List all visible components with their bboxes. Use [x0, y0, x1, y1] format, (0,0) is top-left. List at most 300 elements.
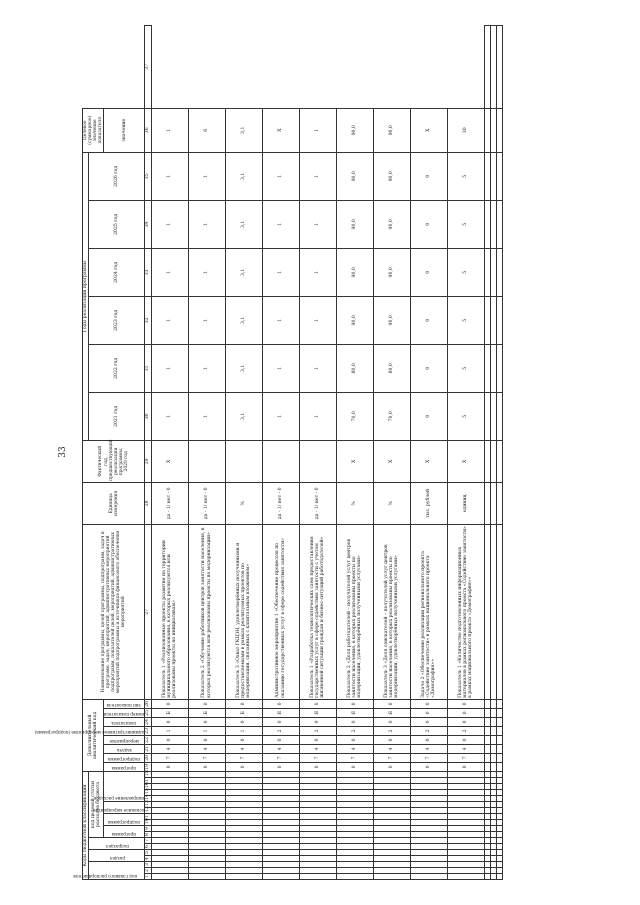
budget-code-cell	[336, 784, 373, 790]
budget-code-cell	[188, 850, 225, 856]
budget-code-cell	[262, 838, 299, 844]
budget-code-cell	[188, 802, 225, 808]
row-name: Показатель 3 «Охват ГКЦЗН, удовлетворённых полученными и предоставляемыми в рамках реализуемых проектов по модернизации, связанных с капитальным вложением»	[225, 524, 262, 699]
column-number: 36	[145, 108, 151, 152]
empty-cell	[496, 784, 502, 790]
analytic-code-cell: 0	[225, 717, 262, 726]
header-unit-col: Единица измерения	[83, 482, 145, 524]
row-year-value: 3,1	[225, 200, 262, 248]
analytic-code-cell: 0	[336, 717, 373, 726]
budget-code-cell	[225, 832, 262, 838]
header-main-event: основное мероприятие	[104, 802, 145, 814]
row-target-value: X	[410, 108, 447, 152]
table-row	[299, 26, 336, 880]
column-number: 34	[145, 200, 151, 248]
budget-code-cell	[262, 862, 299, 868]
analytic-code-cell: 0	[151, 762, 188, 771]
row-year-value: 1	[151, 152, 188, 200]
budget-code-cell	[151, 868, 188, 874]
row-year-value: 90,0	[373, 248, 410, 296]
budget-code-cell	[336, 844, 373, 850]
row-name: Показатель 2 «Доля работодателей – получателей услуг центров занятости населения, в которых реализованы проекты по модернизации, удовлетворённых полученными услугами»	[336, 524, 373, 699]
budget-code-cell	[373, 826, 410, 832]
budget-code-cell	[262, 784, 299, 790]
budget-code-cell	[410, 838, 447, 844]
column-number: 10	[145, 818, 151, 824]
budget-code-cell	[410, 832, 447, 838]
budget-code-cell	[188, 862, 225, 868]
header-year-2023: 2023 год	[89, 296, 145, 344]
empty-cell	[496, 200, 502, 248]
row-year-value: 1	[299, 344, 336, 392]
budget-code-cell	[151, 856, 188, 862]
analytic-code-cell: 7	[225, 753, 262, 762]
analytic-code-cell: 7	[262, 753, 299, 762]
table-row	[225, 26, 262, 880]
budget-code-cell	[373, 784, 410, 790]
budget-code-cell	[447, 778, 484, 784]
column-number: 13	[145, 800, 151, 806]
row-year-value: 0	[410, 200, 447, 248]
header-year-2024: 2024 год	[89, 248, 145, 296]
budget-code-cell	[336, 856, 373, 862]
empty-cell	[496, 778, 502, 784]
budget-code-cell	[447, 832, 484, 838]
budget-code-cell	[188, 844, 225, 850]
budget-code-cell	[410, 856, 447, 862]
budget-code-cell	[225, 771, 262, 777]
header-program: программа	[104, 826, 145, 838]
analytic-code-cell: 0	[299, 762, 336, 771]
row-base-value	[262, 440, 299, 482]
budget-code-cell	[373, 790, 410, 796]
empty-cell	[496, 726, 502, 735]
budget-code-cell	[410, 868, 447, 874]
budget-code-cell	[151, 820, 188, 826]
header-year-2025: 2025 год	[89, 200, 145, 248]
analytic-code-cell: 7	[410, 753, 447, 762]
analytic-code-cell: 2	[262, 726, 299, 735]
analytic-code-cell: 7	[373, 753, 410, 762]
row-year-value: 90,0	[373, 152, 410, 200]
row-base-value	[299, 440, 336, 482]
budget-code-cell	[336, 790, 373, 796]
analytic-code-cell: 2	[299, 726, 336, 735]
row-year-value: 1	[299, 200, 336, 248]
empty-cell	[496, 440, 502, 482]
row-base-value: X	[447, 440, 484, 482]
column-number: 19	[145, 763, 151, 770]
budget-code-cell	[225, 808, 262, 814]
empty-cell	[496, 524, 502, 699]
row-unit: %	[225, 482, 262, 524]
rotated-table-container	[34, 25, 622, 880]
row-year-value: 1	[188, 200, 225, 248]
budget-code-cell	[373, 838, 410, 844]
budget-code-cell	[225, 784, 262, 790]
column-number: 29	[145, 440, 151, 482]
budget-code-cell	[447, 826, 484, 832]
budget-code-cell	[299, 844, 336, 850]
analytic-code-cell: 0	[262, 699, 299, 708]
analytic-code-cell: 0	[188, 699, 225, 708]
row-year-value: 90,0	[336, 296, 373, 344]
row-year-value: 3,1	[225, 152, 262, 200]
row-year-value: 5	[447, 296, 484, 344]
analytic-code-cell: 0	[410, 735, 447, 744]
budget-code-cell	[410, 796, 447, 802]
budget-code-cell	[410, 778, 447, 784]
budget-code-cell	[188, 868, 225, 874]
analytic-code-cell: 2	[410, 726, 447, 735]
header-year-2022: 2022 год	[89, 344, 145, 392]
budget-code-cell	[447, 784, 484, 790]
budget-code-cell	[336, 832, 373, 838]
budget-code-cell	[447, 771, 484, 777]
column-number: 3	[145, 863, 151, 866]
empty-cell	[496, 874, 502, 880]
budget-code-cell	[225, 862, 262, 868]
row-base-value	[188, 440, 225, 482]
budget-code-cell	[188, 771, 225, 777]
empty-cell	[496, 482, 502, 524]
analytic-code-cell: Я	[336, 708, 373, 717]
row-year-value: 1	[188, 392, 225, 440]
row-year-value: 5	[447, 152, 484, 200]
row-year-value: 90,0	[336, 152, 373, 200]
analytic-code-cell: 0	[447, 708, 484, 717]
row-unit: да - 1/ нет - 0	[188, 482, 225, 524]
column-number: 33	[145, 248, 151, 296]
analytic-code-cell: 0	[373, 699, 410, 708]
budget-code-cell	[225, 814, 262, 820]
analytic-code-cell: 2	[373, 726, 410, 735]
budget-code-cell	[336, 874, 373, 880]
row-year-value: 1	[262, 248, 299, 296]
budget-code-cell	[262, 778, 299, 784]
budget-code-cell	[299, 778, 336, 784]
header-additional-group: Дополнительный аналитический код	[83, 699, 104, 771]
empty-cell	[496, 820, 502, 826]
budget-code-cell	[262, 850, 299, 856]
budget-code-cell	[447, 844, 484, 850]
budget-code-cell	[373, 874, 410, 880]
empty-cell	[496, 152, 502, 200]
row-year-value: 3,1	[225, 392, 262, 440]
row-unit: да - 1/ нет - 0	[262, 482, 299, 524]
header-add-indicator-number: номер показателя	[104, 708, 145, 717]
budget-code-cell	[447, 838, 484, 844]
budget-code-cell	[225, 796, 262, 802]
empty-cell	[496, 814, 502, 820]
column-number: 31	[145, 344, 151, 392]
header-main-admin: код главного распорядителя	[89, 862, 145, 880]
row-year-value: 0	[410, 344, 447, 392]
analytic-code-cell: 0	[262, 762, 299, 771]
row-unit: %	[336, 482, 373, 524]
budget-code-cell	[188, 826, 225, 832]
column-number: 12	[145, 806, 151, 812]
budget-code-cell	[151, 862, 188, 868]
program-indicators-table	[34, 25, 503, 880]
analytic-code-cell: 0	[336, 735, 373, 744]
analytic-code-cell: 0	[151, 699, 188, 708]
budget-code-cell	[188, 856, 225, 862]
analytic-code-cell: 1	[188, 726, 225, 735]
budget-code-cell	[336, 826, 373, 832]
header-year-2026: 2026 год	[89, 152, 145, 200]
row-year-value: 1	[262, 392, 299, 440]
row-name: Показатель 1 «Разработка технологических схем предоставления государственных услуг в сфере содействия занятости с учетом жизненной ситуации граждан и бизнес-ситуаций работодателей»	[299, 524, 336, 699]
analytic-code-cell: 4	[299, 744, 336, 753]
row-year-value: 1	[151, 392, 188, 440]
row-year-value: 90,0	[373, 296, 410, 344]
row-year-value: 1	[262, 152, 299, 200]
budget-code-cell	[262, 856, 299, 862]
column-number: 2	[145, 869, 151, 872]
page-number: 33	[58, 446, 68, 458]
budget-code-cell	[299, 874, 336, 880]
row-year-value: 5	[447, 200, 484, 248]
budget-code-cell	[336, 778, 373, 784]
row-year-value: 1	[299, 392, 336, 440]
row-year-value: 80,0	[373, 344, 410, 392]
row-year-value: 1	[262, 296, 299, 344]
column-number: 25	[145, 709, 151, 716]
header-name-col: Наименование программы, целей программы, подпрограмм, задач и программ, задач, мероприятий, административных мероприятий подпрограмм, показателей целей, мероприятий, административных мероприятий подпрограммы и источников финансового обеспечения мероприятий	[83, 524, 145, 699]
budget-code-cell	[151, 802, 188, 808]
budget-code-cell	[299, 856, 336, 862]
empty-cell	[496, 790, 502, 796]
row-unit: тыс. рублей	[410, 482, 447, 524]
column-number: 24	[145, 718, 151, 725]
empty-cell	[496, 868, 502, 874]
empty-cell	[496, 717, 502, 726]
empty-cell	[496, 344, 502, 392]
row-year-value: 1	[262, 344, 299, 392]
analytic-code-cell: 0	[336, 762, 373, 771]
analytic-code-cell: 7	[447, 753, 484, 762]
row-year-value: 1	[188, 152, 225, 200]
empty-cell	[496, 832, 502, 838]
empty-cell	[496, 808, 502, 814]
budget-code-cell	[336, 814, 373, 820]
column-number: 14	[145, 794, 151, 800]
analytic-code-cell: 0	[188, 762, 225, 771]
column-number: 4	[145, 857, 151, 860]
budget-code-cell	[188, 778, 225, 784]
budget-code-cell	[373, 802, 410, 808]
header-add-event: мероприятие	[104, 735, 145, 744]
row-year-value: 5	[447, 344, 484, 392]
budget-code-cell	[225, 826, 262, 832]
budget-code-cell	[151, 784, 188, 790]
budget-code-cell	[225, 778, 262, 784]
budget-code-cell	[188, 790, 225, 796]
row-target-value: 6	[188, 108, 225, 152]
table-body	[151, 26, 502, 880]
budget-code-cell	[373, 820, 410, 826]
row-base-value: X	[151, 440, 188, 482]
analytic-code-cell: Я	[299, 708, 336, 717]
header-add-subprogram: подпрограмма	[104, 753, 145, 762]
empty-cell	[496, 744, 502, 753]
header-subprogram: подпрограмма	[104, 814, 145, 826]
column-number: 7	[145, 839, 151, 842]
row-year-value: 0	[410, 296, 447, 344]
budget-code-cell	[373, 771, 410, 777]
header-codes-group: Коды бюджетной классификации	[83, 771, 89, 879]
analytic-code-cell: 0	[188, 735, 225, 744]
budget-code-cell	[262, 844, 299, 850]
budget-code-cell	[447, 874, 484, 880]
budget-code-cell	[410, 820, 447, 826]
header-section: раздел	[89, 850, 145, 862]
analytic-code-cell: 7	[188, 753, 225, 762]
budget-code-cell	[336, 808, 373, 814]
column-number: 6	[145, 845, 151, 848]
budget-code-cell	[262, 790, 299, 796]
budget-code-cell	[373, 862, 410, 868]
budget-code-cell	[410, 814, 447, 820]
column-number: 23	[145, 727, 151, 734]
empty-cell	[496, 844, 502, 850]
empty-row	[496, 26, 502, 880]
budget-code-cell	[336, 838, 373, 844]
budget-code-cell	[299, 814, 336, 820]
header-target-sub: значение	[104, 108, 145, 152]
row-base-value	[225, 440, 262, 482]
analytic-code-cell: 0	[447, 762, 484, 771]
empty-cell	[496, 108, 502, 152]
budget-code-cell	[299, 832, 336, 838]
row-year-value: 90,0	[336, 248, 373, 296]
column-number: 37	[145, 26, 151, 109]
analytic-code-cell: 1	[225, 726, 262, 735]
budget-code-cell	[225, 856, 262, 862]
budget-code-cell	[373, 856, 410, 862]
row-year-value: 70,0	[373, 392, 410, 440]
budget-code-cell	[225, 802, 262, 808]
analytic-code-cell: 4	[447, 744, 484, 753]
row-name: Показатель 1 «Количество подготовленных информационных материалов в рамках регионального проекта «Содействие занятости» в рамках национального проекта «Демография»»	[447, 524, 484, 699]
budget-code-cell	[262, 802, 299, 808]
row-year-value: 5	[447, 392, 484, 440]
row-target-value: 1	[299, 108, 336, 152]
budget-code-cell	[188, 820, 225, 826]
budget-code-cell	[299, 802, 336, 808]
empty-cell	[496, 753, 502, 762]
analytic-code-cell: 0	[151, 735, 188, 744]
analytic-code-cell: 0	[299, 735, 336, 744]
column-number: 35	[145, 152, 151, 200]
empty-cell	[496, 699, 502, 708]
budget-code-cell	[373, 844, 410, 850]
empty-cell	[496, 850, 502, 856]
budget-code-cell	[299, 784, 336, 790]
analytic-code-cell: Я	[262, 708, 299, 717]
budget-code-cell	[336, 820, 373, 826]
row-year-value: 1	[299, 152, 336, 200]
budget-code-cell	[262, 814, 299, 820]
budget-code-cell	[410, 874, 447, 880]
table-row	[151, 26, 188, 880]
row-year-value: 1	[299, 248, 336, 296]
row-year-value: 1	[151, 200, 188, 248]
column-number: 20	[145, 754, 151, 761]
analytic-code-cell: 0	[410, 699, 447, 708]
budget-code-cell	[447, 796, 484, 802]
budget-code-cell	[262, 874, 299, 880]
row-unit: %	[373, 482, 410, 524]
budget-code-cell	[336, 850, 373, 856]
analytic-code-cell: 7	[336, 753, 373, 762]
row-target-value: 90,0	[373, 108, 410, 152]
budget-code-cell	[373, 808, 410, 814]
row-name: Показатель 1 «Реализованные проекты развития на территории муниципального образования, в которых реализуются или реализованы проекты по инициативам»	[151, 524, 188, 699]
row-year-value: 90,0	[373, 200, 410, 248]
table-row	[336, 26, 373, 880]
budget-code-cell	[225, 820, 262, 826]
budget-code-cell	[188, 784, 225, 790]
column-number: 8	[145, 833, 151, 836]
budget-code-cell	[151, 790, 188, 796]
budget-code-cell	[447, 814, 484, 820]
row-year-value: 3,1	[225, 344, 262, 392]
budget-code-cell	[299, 796, 336, 802]
budget-code-cell	[410, 802, 447, 808]
column-number: 22	[145, 736, 151, 743]
budget-code-cell	[410, 844, 447, 850]
row-target-value: 90,0	[336, 108, 373, 152]
table-row	[262, 26, 299, 880]
budget-code-cell	[262, 820, 299, 826]
analytic-code-cell: Б	[225, 708, 262, 717]
row-target-value: 3,1	[225, 108, 262, 152]
empty-cell	[496, 708, 502, 717]
row-unit: да - 1/ нет - 0	[299, 482, 336, 524]
budget-code-cell	[151, 844, 188, 850]
budget-code-cell	[262, 826, 299, 832]
analytic-code-cell: 0	[447, 717, 484, 726]
row-target-value: 30	[447, 108, 484, 152]
budget-code-cell	[151, 826, 188, 832]
analytic-code-cell: 0	[225, 735, 262, 744]
header-add-admin-event: административное мероприятие (подпрограмма)	[104, 726, 145, 735]
row-name: Задача 2 «Обеспечение реализации регионального проекта «Содействие занятости» в рамках национального проекта «Демография»»	[410, 524, 447, 699]
budget-code-cell	[188, 838, 225, 844]
budget-code-cell	[225, 868, 262, 874]
budget-code-cell	[225, 838, 262, 844]
budget-code-cell	[373, 868, 410, 874]
budget-code-cell	[151, 808, 188, 814]
empty-cell	[496, 392, 502, 440]
budget-code-cell	[151, 874, 188, 880]
budget-code-cell	[447, 790, 484, 796]
budget-code-cell	[447, 868, 484, 874]
row-base-value: X	[410, 440, 447, 482]
budget-code-cell	[151, 832, 188, 838]
budget-code-cell	[410, 808, 447, 814]
analytic-code-cell: 0	[447, 699, 484, 708]
row-year-value: 1	[188, 296, 225, 344]
header-direction: направление расходов	[104, 771, 145, 801]
column-number: 9	[145, 827, 151, 830]
budget-code-cell	[151, 771, 188, 777]
budget-code-cell	[225, 844, 262, 850]
budget-code-cell	[299, 862, 336, 868]
budget-code-cell	[151, 778, 188, 784]
